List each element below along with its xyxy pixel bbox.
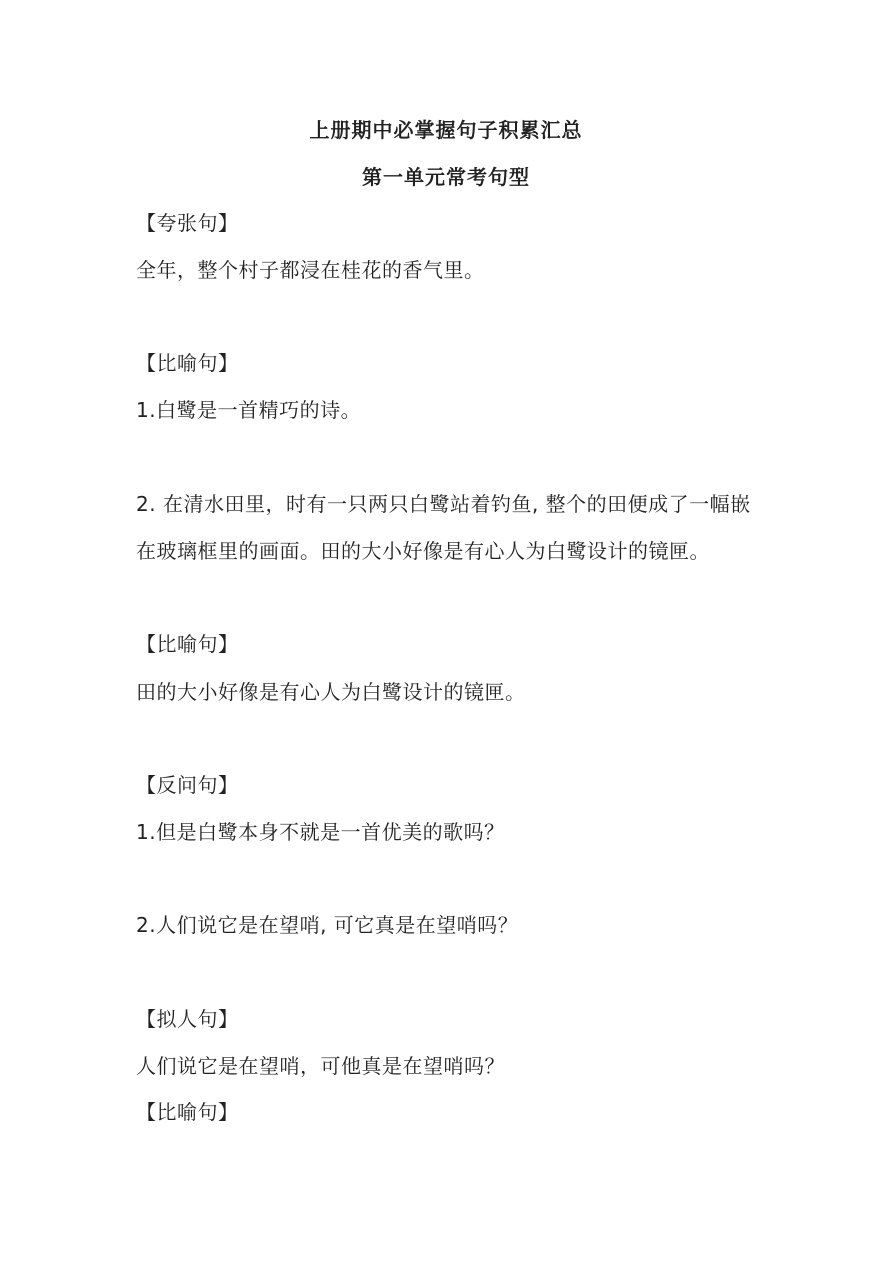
sentence-line: 人们说它是在望哨，可他真是在望哨吗？ <box>136 1054 505 1078</box>
sentence-line: 2.人们说它是在望哨, 可它真是在望哨吗？ <box>136 913 519 937</box>
section-heading-metaphor: 【比喻句】 <box>136 1100 239 1124</box>
section-heading-rhetorical-question: 【反问句】 <box>136 773 239 797</box>
sentence-line: 在玻璃框里的画面。田的大小好像是有心人为白鹭设计的镜匣。 <box>136 539 710 563</box>
section-heading-personification: 【拟人句】 <box>136 1007 239 1031</box>
section-heading-exaggeration: 【夸张句】 <box>136 211 239 235</box>
section-heading-metaphor: 【比喻句】 <box>136 351 239 375</box>
unit-subtitle: 第一单元常考句型 <box>362 165 530 189</box>
sentence-line: 1.但是白鹭本身不就是一首优美的歌吗？ <box>136 820 505 844</box>
sentence-line: 2. 在清水田里，时有一只两只白鹭站着钓鱼, 整个的田便成了一幅嵌 <box>136 492 751 516</box>
sentence-line: 全年，整个村子都浸在桂花的香气里。 <box>136 258 485 282</box>
document-title: 上册期中必掌握句子积累汇总 <box>309 118 583 142</box>
sentence-line: 田的大小好像是有心人为白鹭设计的镜匣。 <box>136 680 526 704</box>
section-heading-metaphor: 【比喻句】 <box>136 632 239 656</box>
sentence-line: 1.白鹭是一首精巧的诗。 <box>136 398 362 422</box>
